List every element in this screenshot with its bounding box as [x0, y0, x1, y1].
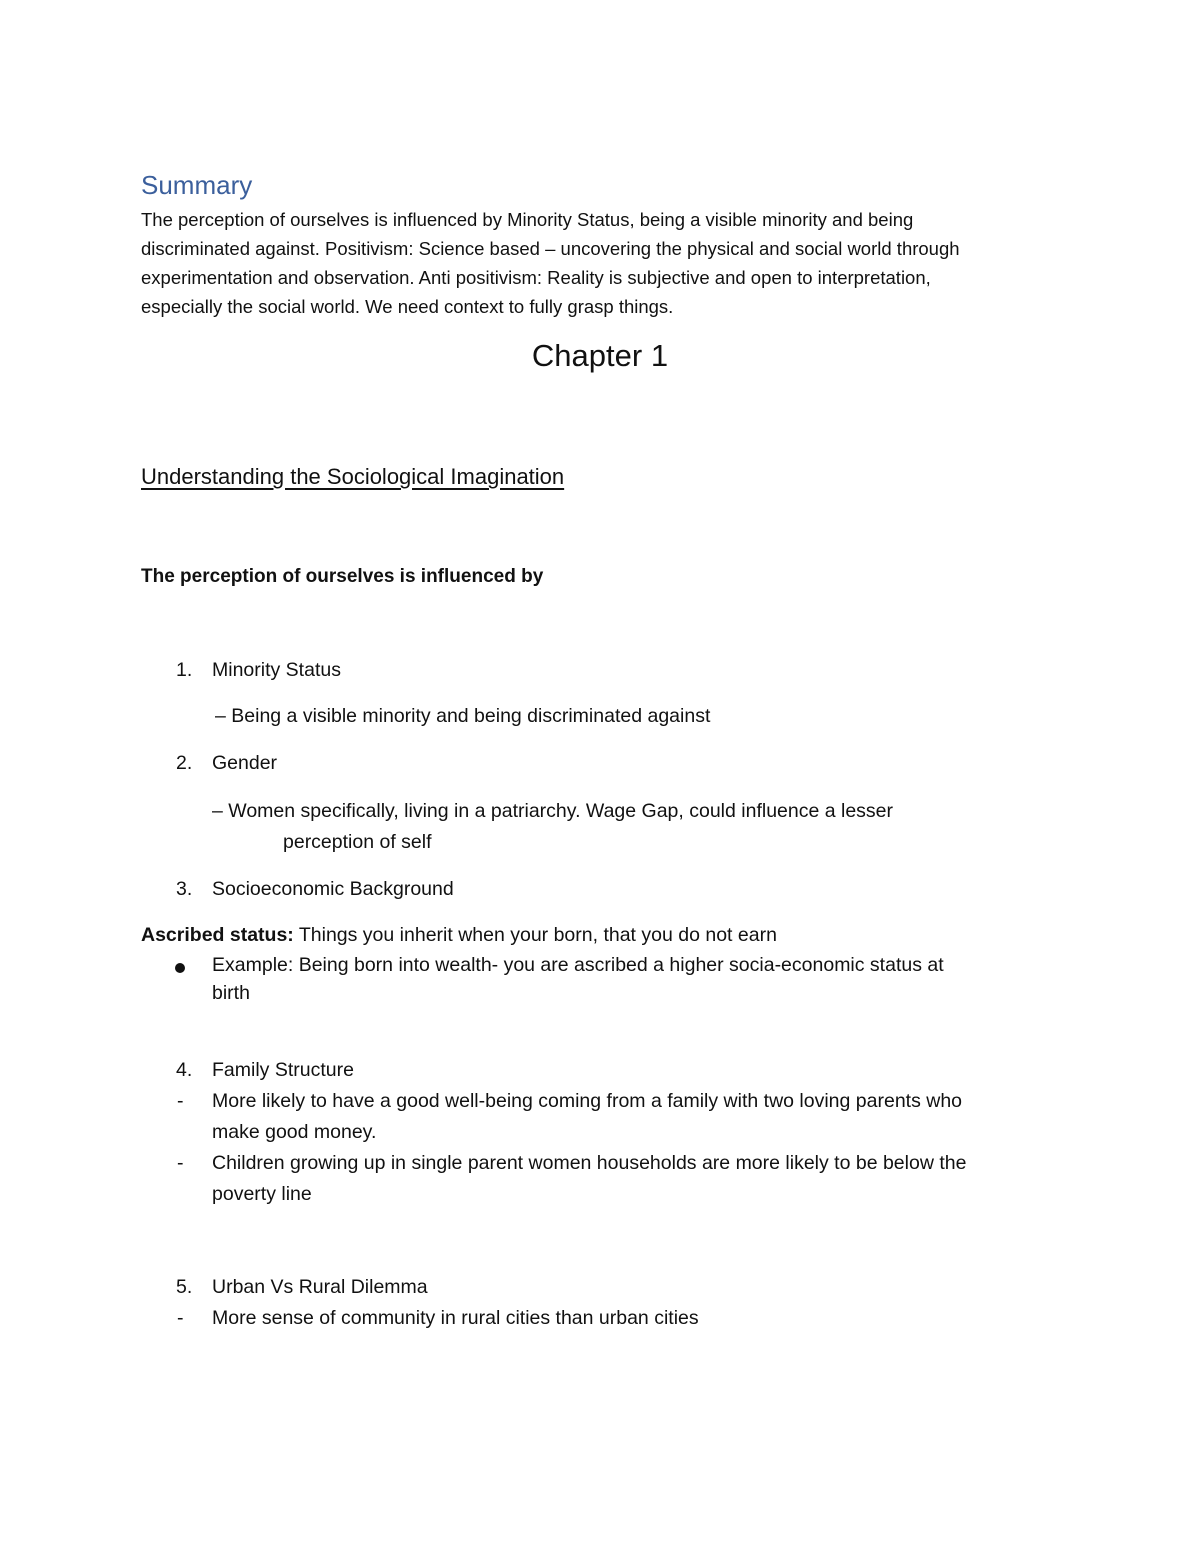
item-detail-minority: – Being a visible minority and being discriminated against [215, 705, 711, 727]
family-point-2-line-1: Children growing up in single parent women households are more likely to be below the [212, 1152, 967, 1174]
item-number-5: 5. [176, 1276, 193, 1298]
item-number-4: 4. [176, 1059, 193, 1081]
item-label-gender: Gender [212, 752, 278, 774]
item-label-urban: Urban Vs Rural Dilemma [212, 1276, 428, 1298]
dash-marker: - [177, 1307, 184, 1329]
family-point-1-line-1: More likely to have a good well-being coming from a family with two loving parents who [212, 1090, 963, 1112]
item-label-minority: Minority Status [212, 659, 341, 681]
summary-line-3: experimentation and observation. Anti positivism: Reality is subjective and open to interpretation, [141, 267, 931, 288]
section-intro: The perception of ourselves is influenced by [141, 566, 544, 587]
bullet-dot-icon [175, 963, 185, 973]
item-label-socioeconomic: Socioeconomic Background [212, 878, 454, 900]
family-point-2-line-2: poverty line [212, 1183, 312, 1205]
item-label-family: Family Structure [212, 1059, 354, 1081]
dash-marker: - [177, 1090, 184, 1112]
summary-line-1: The perception of ourselves is influenced by Minority Status, being a visible minority and being [141, 209, 914, 230]
item-number-1: 1. [176, 659, 193, 681]
family-point-1-line-2: make good money. [212, 1121, 377, 1143]
ascribed-example-line-2: birth [212, 982, 250, 1004]
item-number-2: 2. [176, 752, 193, 774]
chapter-title: Chapter 1 [531, 338, 669, 373]
urban-point-1: More sense of community in rural cities than urban cities [212, 1307, 699, 1329]
ascribed-status-definition: Things you inherit when your born, that you do not earn [293, 924, 777, 946]
ascribed-status-term: Ascribed status: [141, 924, 294, 946]
item-detail-gender-line-1: – Women specifically, living in a patriarchy. Wage Gap, could influence a lesser [212, 800, 894, 822]
ascribed-status-line [141, 924, 777, 947]
summary-line-2: discriminated against. Positivism: Science based – uncovering the physical and social world through [141, 238, 960, 259]
item-number-3: 3. [176, 878, 193, 900]
ascribed-example-line-1: Example: Being born into wealth- you are ascribed a higher socia-economic status at [212, 954, 944, 976]
summary-heading: Summary [141, 170, 253, 200]
section-heading: Understanding the Sociological Imagination [141, 464, 565, 489]
summary-line-4: especially the social world. We need context to fully grasp things. [141, 296, 674, 317]
item-detail-gender-line-2: perception of self [283, 831, 432, 853]
dash-marker: - [177, 1152, 184, 1174]
